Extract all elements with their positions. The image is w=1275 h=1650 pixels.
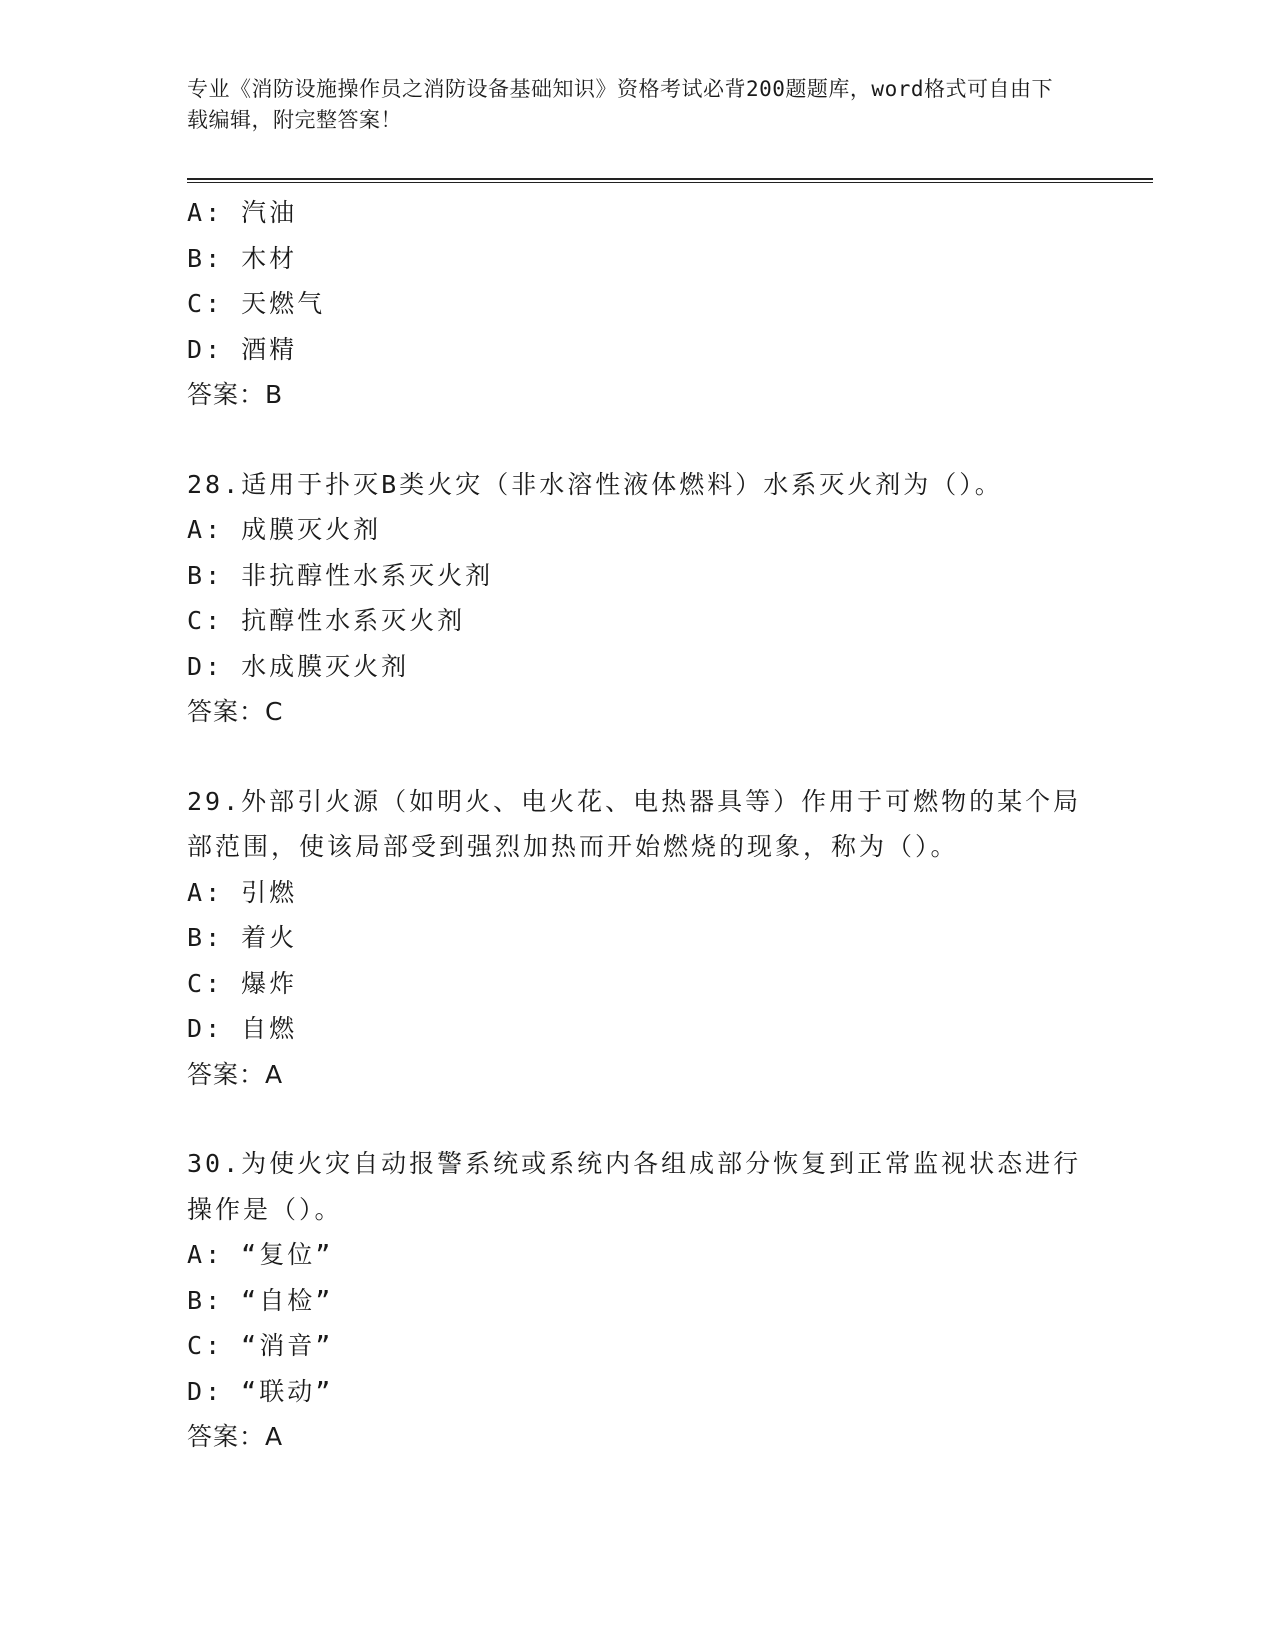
option-a: A: 引燃 [187, 877, 298, 907]
header-rule-bottom [187, 182, 1153, 183]
option-d: D: 自燃 [187, 1014, 298, 1043]
question-text: 28.适用于扑灭B类火灾（非水溶性液体燃料）水系灭火剂为（）。 [187, 469, 1003, 499]
document-header [187, 74, 1067, 136]
question-28 [187, 462, 1087, 735]
question-text: 29.外部引火源（如明火、电火花、电热器具等）作用于可燃物的某个局部范围，使该局部受到强烈加热而开始燃烧的现象，称为（）。 [187, 786, 1082, 861]
answer-line: 答案：B [187, 380, 284, 409]
option-b: B: 着火 [187, 923, 298, 952]
answer-line: 答案：A [187, 1422, 284, 1451]
option-d: D: “联动” [187, 1376, 334, 1406]
option-d: D: 酒精 [187, 334, 298, 364]
question-text: 30.为使火灾自动报警系统或系统内各组成部分恢复到正常监视状态进行操作是（）。 [187, 1149, 1082, 1224]
header-rule-top [187, 178, 1153, 180]
option-a: A: 成膜灭火剂 [187, 515, 382, 544]
option-a: A: “复位” [187, 1240, 334, 1269]
question-29 [187, 779, 1087, 1098]
option-b: B: 木材 [187, 243, 298, 273]
option-b: B: 非抗醇性水系灭火剂 [187, 560, 494, 590]
question-list [187, 190, 1087, 1460]
answer-line: 答案：C [187, 697, 284, 726]
option-c: C: “消音” [187, 1331, 334, 1360]
answer-line: 答案：A [187, 1059, 284, 1089]
option-d: D: 水成膜灭火剂 [187, 651, 410, 681]
question-30 [187, 1141, 1087, 1460]
option-c: C: 爆炸 [187, 968, 298, 998]
header-text: 专业《消防设施操作员之消防设备基础知识》资格考试必背200题题库，word格式可自由下载编辑，附完整答案！ [187, 77, 1053, 132]
option-c: C: 抗醇性水系灭火剂 [187, 606, 466, 635]
option-a: A: 汽油 [187, 198, 298, 227]
option-b: B: “自检” [187, 1285, 334, 1315]
prev-question [187, 190, 1087, 418]
option-c: C: 天燃气 [187, 289, 326, 318]
